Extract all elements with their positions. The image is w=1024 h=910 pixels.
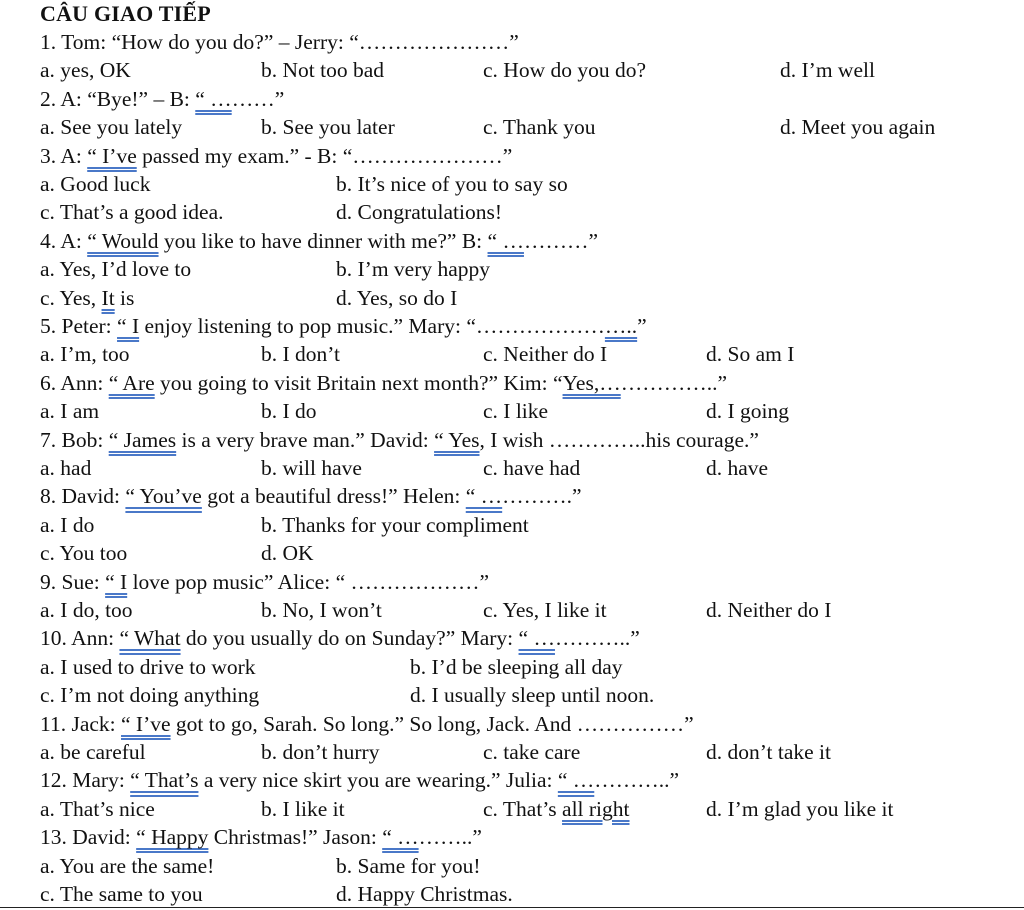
question-text: ………..” [594, 768, 680, 793]
marked-text: all right [562, 796, 630, 821]
marked-text: “ … [382, 825, 419, 850]
question-text: 2. A: “Bye!” – B: [40, 86, 196, 111]
option-a: a. I used to drive to work [40, 654, 256, 679]
marked-text: “ Would [87, 228, 159, 253]
option-c: c. Thank you [483, 115, 596, 140]
question-text: Christmas!” Jason: [208, 825, 383, 850]
option-d: d. I usually sleep until noon. [410, 683, 655, 708]
marked-text: It [101, 285, 115, 310]
option-d: d. I’m well [780, 58, 875, 83]
option-c: c. How do you do? [483, 58, 647, 83]
question-8 [40, 482, 582, 510]
question-11 [40, 710, 694, 738]
option-b: b. I’d be sleeping all day [410, 654, 623, 679]
question-text: enjoy listening to pop music.” Mary: “……………… [139, 314, 605, 338]
question-text: 3. A: [40, 143, 88, 168]
question-2 [40, 85, 284, 113]
marked-text: “ … [465, 484, 503, 509]
option-c: c. That’s a good idea. [40, 200, 224, 225]
option-c: c. The same to you [40, 882, 203, 906]
question-text: is a very brave man.” David: [176, 427, 435, 452]
option-d: d. So am I [706, 342, 795, 367]
option-b: b. No, I won’t [261, 598, 382, 622]
option-a: a. I’m, too [40, 342, 130, 367]
question-text: ……….” [502, 484, 582, 509]
option-a: a. Yes, I’d love to [40, 257, 192, 282]
option-c: c. have had [483, 456, 581, 480]
option-a: a. You are the same! [40, 853, 215, 878]
marked-text: “ What [119, 626, 181, 651]
option-a: a. be careful [40, 740, 146, 764]
option-a: a. I do, too [40, 598, 133, 622]
option-b: b. I don’t [261, 342, 341, 367]
option-c: c. take care [483, 740, 581, 764]
question-text: 5. Peter: [40, 314, 118, 338]
option-b: b. I like it [261, 796, 345, 821]
marked-text: Yes,… [562, 370, 621, 395]
option-b: b. I’m very happy [336, 257, 491, 282]
marked-text: “ James [108, 427, 177, 452]
marked-text: “ Happy [136, 825, 209, 850]
question-text: a very nice skirt you are wearing.” Julia: [198, 768, 558, 793]
question-text: ” [637, 314, 647, 338]
option-a: a. I do [40, 512, 95, 537]
question-text: passed my exam.” - B: “…………………” [136, 143, 513, 168]
option-d: d. Yes, so do I [336, 285, 458, 310]
marked-text: ….. [604, 314, 638, 338]
question-13 [40, 823, 482, 851]
marked-text: “ I’ve [87, 143, 137, 168]
option-b: b. See you later [261, 115, 395, 140]
option-b: b. Same for you! [336, 853, 481, 878]
option-d: d. Congratulations! [336, 200, 503, 225]
question-text: 10. Ann: [40, 626, 120, 651]
marked-text: “ … [557, 768, 595, 793]
question-text: love pop music” Alice: “ ………………” [127, 569, 490, 594]
question-text: do you usually do on Sunday?” Mary: [180, 626, 519, 651]
option-b: b. don’t hurry [261, 740, 380, 764]
option-d: d. have [706, 456, 769, 480]
option-a: a. Good luck [40, 172, 151, 196]
option-c: c. I like [483, 399, 549, 424]
question-text: you like to have dinner with me?” B: [158, 228, 488, 253]
question-text: ………” [523, 228, 598, 253]
question-text: , I wish …………..his courage.” [479, 427, 759, 452]
option-c: c. You too [40, 541, 128, 566]
marked-text: “ … [195, 86, 232, 111]
question-text: 1. Tom: “How do you do?” – Jerry: “…………………” [40, 30, 519, 54]
question-5 [40, 312, 647, 340]
question-text: ……..” [418, 825, 482, 850]
option-a: a. had [40, 456, 92, 480]
question-text: 9. Sue: [40, 569, 106, 594]
question-text: 4. A: [40, 228, 88, 253]
option-c: c. I’m not doing anything [40, 683, 260, 708]
question-text: got a beautiful dress!” Helen: [201, 484, 466, 509]
question-text: 8. David: [40, 484, 126, 509]
option-b: b. It’s nice of you to say so [336, 172, 568, 196]
question-9 [40, 568, 489, 596]
marked-text: “ I [117, 314, 140, 338]
option-d: d. Meet you again [780, 115, 936, 140]
marked-text: “ That’s [130, 768, 199, 793]
option-b: b. Thanks for your compliment [261, 512, 529, 537]
option-d: d. Happy Christmas. [336, 882, 513, 906]
question-text: 12. Mary: [40, 768, 131, 793]
question-7 [40, 426, 759, 454]
question-1 [40, 28, 519, 56]
option-a: a. That’s nice [40, 796, 155, 821]
question-text: 6. Ann: [40, 370, 109, 395]
option-c: c. Yes, I like it [483, 598, 607, 622]
question-text: you going to visit Britain next month?” Kim: “ [154, 370, 563, 395]
option-text: c. Yes, [40, 285, 102, 310]
option-d: d. I going [706, 399, 790, 424]
question-text: ………..” [554, 626, 640, 651]
option-a: a. I am [40, 399, 100, 424]
question-6 [40, 369, 727, 397]
option-d: d. I’m glad you like it [706, 796, 894, 821]
question-3 [40, 142, 512, 170]
question-text: 7. Bob: [40, 427, 109, 452]
question-text: ……” [231, 86, 285, 111]
option-d: d. OK [261, 541, 314, 566]
question-text: 13. David: [40, 825, 137, 850]
option-b: b. Not too bad [261, 58, 385, 83]
option-b: b. will have [261, 456, 362, 480]
question-10 [40, 624, 640, 652]
option-c: c. Neither do I [483, 342, 608, 367]
option-text: c. That’s [483, 796, 563, 821]
marked-text: “ … [487, 228, 524, 253]
option-a: a. yes, OK [40, 58, 131, 83]
question-4 [40, 227, 598, 255]
marked-text: “ You’ve [125, 484, 202, 509]
marked-text: “ Are [108, 370, 155, 395]
option-a: a. See you lately [40, 115, 183, 140]
option-c [483, 795, 630, 823]
option-text: is [114, 285, 135, 310]
option-c [40, 284, 134, 312]
marked-text: “ … [518, 626, 555, 651]
marked-text: “ I’ve [121, 711, 171, 736]
marked-text: “ Yes [434, 427, 480, 452]
page-bottom-border [0, 907, 1024, 908]
option-b: b. I do [261, 399, 317, 424]
option-d: d. don’t take it [706, 740, 832, 764]
worksheet-title: CÂU GIAO TIẾP [40, 1, 211, 26]
question-text: got to go, Sarah. So long.” So long, Jack. And ……………” [170, 711, 694, 736]
question-text: 11. Jack: [40, 711, 122, 736]
option-d: d. Neither do I [706, 598, 832, 622]
question-12 [40, 766, 679, 794]
question-text: …………..” [620, 370, 728, 395]
marked-text: “ I [105, 569, 128, 594]
